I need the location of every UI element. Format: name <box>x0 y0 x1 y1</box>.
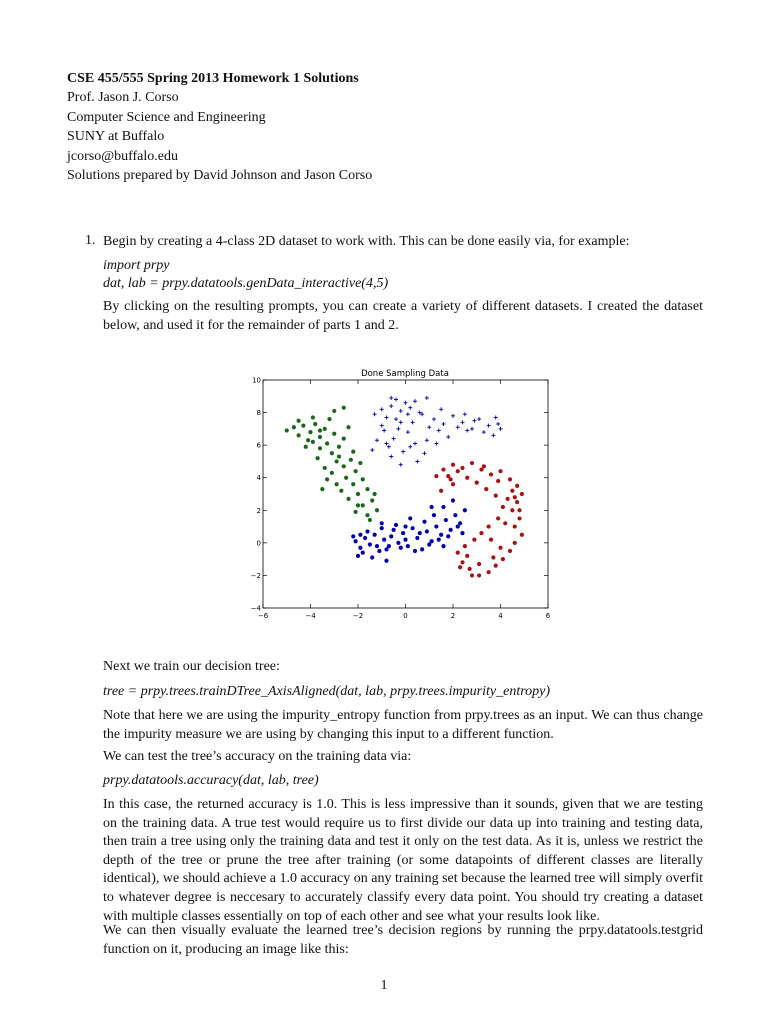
data-point-dot <box>375 544 379 548</box>
data-point-dot <box>311 415 315 419</box>
data-point-dot <box>487 570 491 574</box>
data-point-dot <box>323 466 327 470</box>
data-point-dot <box>444 518 448 522</box>
data-point-dot <box>508 549 512 553</box>
data-point-dot <box>515 500 519 504</box>
data-point-dot <box>361 551 365 555</box>
data-point-dot <box>413 549 417 553</box>
data-point-dot <box>432 513 436 517</box>
x-tick-label: 0 <box>403 612 408 620</box>
y-tick-label: 10 <box>252 376 261 385</box>
data-point-dot <box>487 524 491 528</box>
author-line: Prof. Jason J. Corso <box>67 90 179 106</box>
data-point-dot <box>434 524 438 528</box>
data-point-dot <box>456 469 460 473</box>
data-point-dot <box>411 526 415 530</box>
x-tick-label: 2 <box>450 612 456 620</box>
data-point-dot <box>451 482 455 486</box>
data-point-dot <box>477 562 481 566</box>
data-point-dot <box>475 481 479 485</box>
data-point-dot <box>517 508 521 512</box>
data-point-dot <box>301 424 305 428</box>
data-point-dot <box>498 546 502 550</box>
data-point-dot <box>441 467 445 471</box>
data-point-dot <box>399 546 403 550</box>
y-tick-label: 2 <box>256 506 261 515</box>
data-point-dot <box>403 538 407 542</box>
data-point-dot <box>318 435 322 439</box>
data-point-dot <box>513 495 517 499</box>
data-point-dot <box>498 469 502 473</box>
paragraph-dataset: By clicking on the resulting prompts, you can create a variety of different datasets. I created the dataset below, and used it for the remainder of parts 1 and 2. <box>103 299 703 333</box>
x-tick-label: −6 <box>257 612 269 620</box>
data-point-dot <box>316 456 320 460</box>
data-point-dot <box>458 565 462 569</box>
data-point-dot <box>384 559 388 563</box>
y-tick-label: 8 <box>256 409 261 418</box>
data-point-dot <box>451 498 455 502</box>
data-point-dot <box>308 430 312 434</box>
data-point-dot <box>365 529 369 533</box>
y-tick-label: 0 <box>256 539 261 548</box>
data-point-dot <box>335 482 339 486</box>
data-point-dot <box>425 529 429 533</box>
data-point-dot <box>460 466 464 470</box>
data-point-dot <box>434 474 438 478</box>
data-point-dot <box>451 463 455 467</box>
data-point-dot <box>335 459 339 463</box>
data-point-dot <box>337 454 341 458</box>
data-point-dot <box>394 523 398 527</box>
data-point-dot <box>441 544 445 548</box>
data-point-dot <box>320 487 324 491</box>
data-point-dot <box>358 461 362 465</box>
data-point-dot <box>285 428 289 432</box>
data-point-dot <box>337 445 341 449</box>
data-point-dot <box>472 538 476 542</box>
data-point-dot <box>496 479 500 483</box>
data-point-dot <box>465 476 469 480</box>
data-point-dot <box>304 445 308 449</box>
data-point-dot <box>453 513 457 517</box>
data-point-dot <box>313 422 317 426</box>
data-point-dot <box>346 425 350 429</box>
data-point-dot <box>332 409 336 413</box>
department-line: Computer Science and Engineering <box>67 109 266 125</box>
data-point-dot <box>373 492 377 496</box>
data-point-dot <box>358 546 362 550</box>
data-point-dot <box>292 425 296 429</box>
data-point-dot <box>437 538 441 542</box>
data-point-dot <box>358 533 362 537</box>
data-point-dot <box>468 567 472 571</box>
data-point-dot <box>318 428 322 432</box>
data-point-dot <box>403 524 407 528</box>
paragraph-accuracy-intro: We can test the tree’s accuracy on the training data via: <box>103 749 412 764</box>
data-point-dot <box>513 524 517 528</box>
data-point-dot <box>375 508 379 512</box>
data-point-dot <box>517 516 521 520</box>
data-point-dot <box>323 427 327 431</box>
data-point-dot <box>513 541 517 545</box>
data-point-dot <box>515 484 519 488</box>
data-point-dot <box>354 510 358 514</box>
data-point-dot <box>418 531 422 535</box>
data-point-dot <box>342 406 346 410</box>
data-point-dot <box>415 536 419 540</box>
data-point-dot <box>373 533 377 537</box>
code-line-gendata: dat, lab = prpy.datatools.genData_interactive(4,5) <box>103 276 389 291</box>
data-point-dot <box>446 534 450 538</box>
data-point-dot <box>449 528 453 532</box>
data-point-dot <box>327 417 331 421</box>
email-line: jcorso@buffalo.edu <box>67 148 178 164</box>
header-block <box>67 69 372 185</box>
data-point-dot <box>339 489 343 493</box>
x-tick-label: −4 <box>305 612 316 620</box>
data-point-dot <box>356 503 360 507</box>
data-point-dot <box>325 441 329 445</box>
data-point-dot <box>370 555 374 559</box>
data-point-dot <box>318 446 322 450</box>
data-point-dot <box>351 450 355 454</box>
code-line-import: import prpy <box>103 258 170 273</box>
data-point-dot <box>351 482 355 486</box>
data-point-dot <box>506 497 510 501</box>
data-point-dot <box>389 534 393 538</box>
scatter-chart <box>243 362 563 624</box>
data-point-dot <box>297 419 301 423</box>
data-point-dot <box>311 440 315 444</box>
data-point-dot <box>456 524 460 528</box>
data-point-dot <box>520 533 524 537</box>
data-point-dot <box>330 451 334 455</box>
data-point-dot <box>401 531 405 535</box>
code-line-accuracy: prpy.datatools.accuracy(dat, lab, tree) <box>103 773 319 788</box>
data-point-dot <box>422 520 426 524</box>
data-point-dot <box>365 513 369 517</box>
x-tick-label: 6 <box>545 612 551 620</box>
data-point-dot <box>465 554 469 558</box>
data-point-dot <box>325 477 329 481</box>
data-point-dot <box>342 437 346 441</box>
data-point-dot <box>460 531 464 535</box>
data-point-dot <box>370 498 374 502</box>
data-point-dot <box>484 487 488 491</box>
data-point-dot <box>354 469 358 473</box>
data-point-dot <box>427 542 431 546</box>
paragraph-impurity: Note that here we are using the impurity_entropy function from prpy.trees as an input. We can thus change the impurity measure we are using by changing this input to a different function. <box>103 708 703 742</box>
data-point-dot <box>477 573 481 577</box>
data-point-dot <box>351 534 355 538</box>
doc-title: CSE 455/555 Spring 2013 Homework 1 Solutions <box>67 71 359 86</box>
data-point-dot <box>439 489 443 493</box>
data-point-dot <box>449 477 453 481</box>
data-point-dot <box>470 461 474 465</box>
data-point-dot <box>332 432 336 436</box>
data-point-dot <box>508 477 512 481</box>
institution-line: SUNY at Buffalo <box>67 129 165 145</box>
data-point-dot <box>297 433 301 437</box>
data-point-dot <box>510 508 514 512</box>
data-point-dot <box>463 508 467 512</box>
data-point-dot <box>361 503 365 507</box>
y-tick-label: 6 <box>256 441 261 450</box>
data-point-dot <box>365 487 369 491</box>
data-point-dot <box>306 438 310 442</box>
data-point-dot <box>430 505 434 509</box>
data-point-dot <box>420 547 424 551</box>
data-point-dot <box>349 458 353 462</box>
data-point-dot <box>482 464 486 468</box>
y-tick-label: −2 <box>250 571 261 580</box>
data-point-dot <box>441 505 445 509</box>
data-point-dot <box>363 536 367 540</box>
data-point-dot <box>356 492 360 496</box>
data-point-dot <box>392 528 396 532</box>
data-point-dot <box>456 551 460 555</box>
data-point-dot <box>354 539 358 543</box>
data-point-dot <box>406 544 410 548</box>
data-point-dot <box>479 531 483 535</box>
data-point-dot <box>361 477 365 481</box>
y-tick-label: 4 <box>256 474 261 483</box>
data-point-dot <box>460 560 464 564</box>
data-point-dot <box>330 471 334 475</box>
data-point-dot <box>501 505 505 509</box>
data-point-dot <box>491 555 495 559</box>
data-point-dot <box>368 542 372 546</box>
data-point-dot <box>408 516 412 520</box>
x-tick-label: 4 <box>498 612 503 620</box>
data-point-dot <box>396 541 400 545</box>
data-point-dot <box>380 526 384 530</box>
data-point-dot <box>342 464 346 468</box>
item-intro: Begin by creating a 4-class 2D dataset to work with. This can be done easily via, for example: <box>103 234 630 249</box>
data-point-dot <box>346 497 350 501</box>
data-point-dot <box>496 516 500 520</box>
data-point-dot <box>510 489 514 493</box>
data-point-dot <box>494 564 498 568</box>
data-point-dot <box>489 538 493 542</box>
code-line-train: tree = prpy.trees.trainDTree_AxisAligned(dat, lab, prpy.trees.impurity_entropy) <box>103 684 551 699</box>
data-point-dot <box>501 557 505 561</box>
prepared-by-line: Solutions prepared by David Johnson and Jason Corso <box>67 168 373 184</box>
data-point-dot <box>344 476 348 480</box>
x-tick-label: −2 <box>352 612 364 620</box>
data-point-dot <box>356 554 360 558</box>
list-number: 1. <box>85 233 96 248</box>
y-tick-label: −4 <box>250 604 261 613</box>
data-point-dot <box>384 547 388 551</box>
data-point-dot <box>439 533 443 537</box>
data-point-dot <box>494 494 498 498</box>
paragraph-testgrid: We can then visually evaluate the learned tree’s decision regions by running the prpy.datatools.testgrid function on it, producing an image like this: <box>103 923 703 957</box>
plot-frame <box>263 380 548 608</box>
data-point-dot <box>520 492 524 496</box>
data-point-dot <box>368 518 372 522</box>
paragraph-train-intro: Next we train our decision tree: <box>103 659 280 674</box>
chart-title: Done Sampling Data <box>361 369 449 379</box>
paragraph-overfit: In this case, the returned accuracy is 1.0. This is less impressive than it sounds, given that we are testing on the training data. A true test would require us to first divide our data up into training and testing data, then train a tree using only the training data and test it only on the test data. As it is, unless we restrict the depth of the tree or prune the tree after training (or some datapoints of different classes are literally identical), we should achieve a 1.0 accuracy on any training set because the learned tree will simply overfit to whatever degree is neccesary to accurately classify every data point. You should try creating a dataset with multiple classes essentially on top of each other and see what your results look like. <box>103 797 703 924</box>
data-point-dot <box>463 544 467 548</box>
page-number: 1 <box>380 978 388 993</box>
data-point-dot <box>489 472 493 476</box>
data-point-dot <box>382 538 386 542</box>
data-point-dot <box>470 573 474 577</box>
data-point-dot <box>377 549 381 553</box>
data-point-dot <box>503 521 507 525</box>
data-point-dot <box>380 521 384 525</box>
